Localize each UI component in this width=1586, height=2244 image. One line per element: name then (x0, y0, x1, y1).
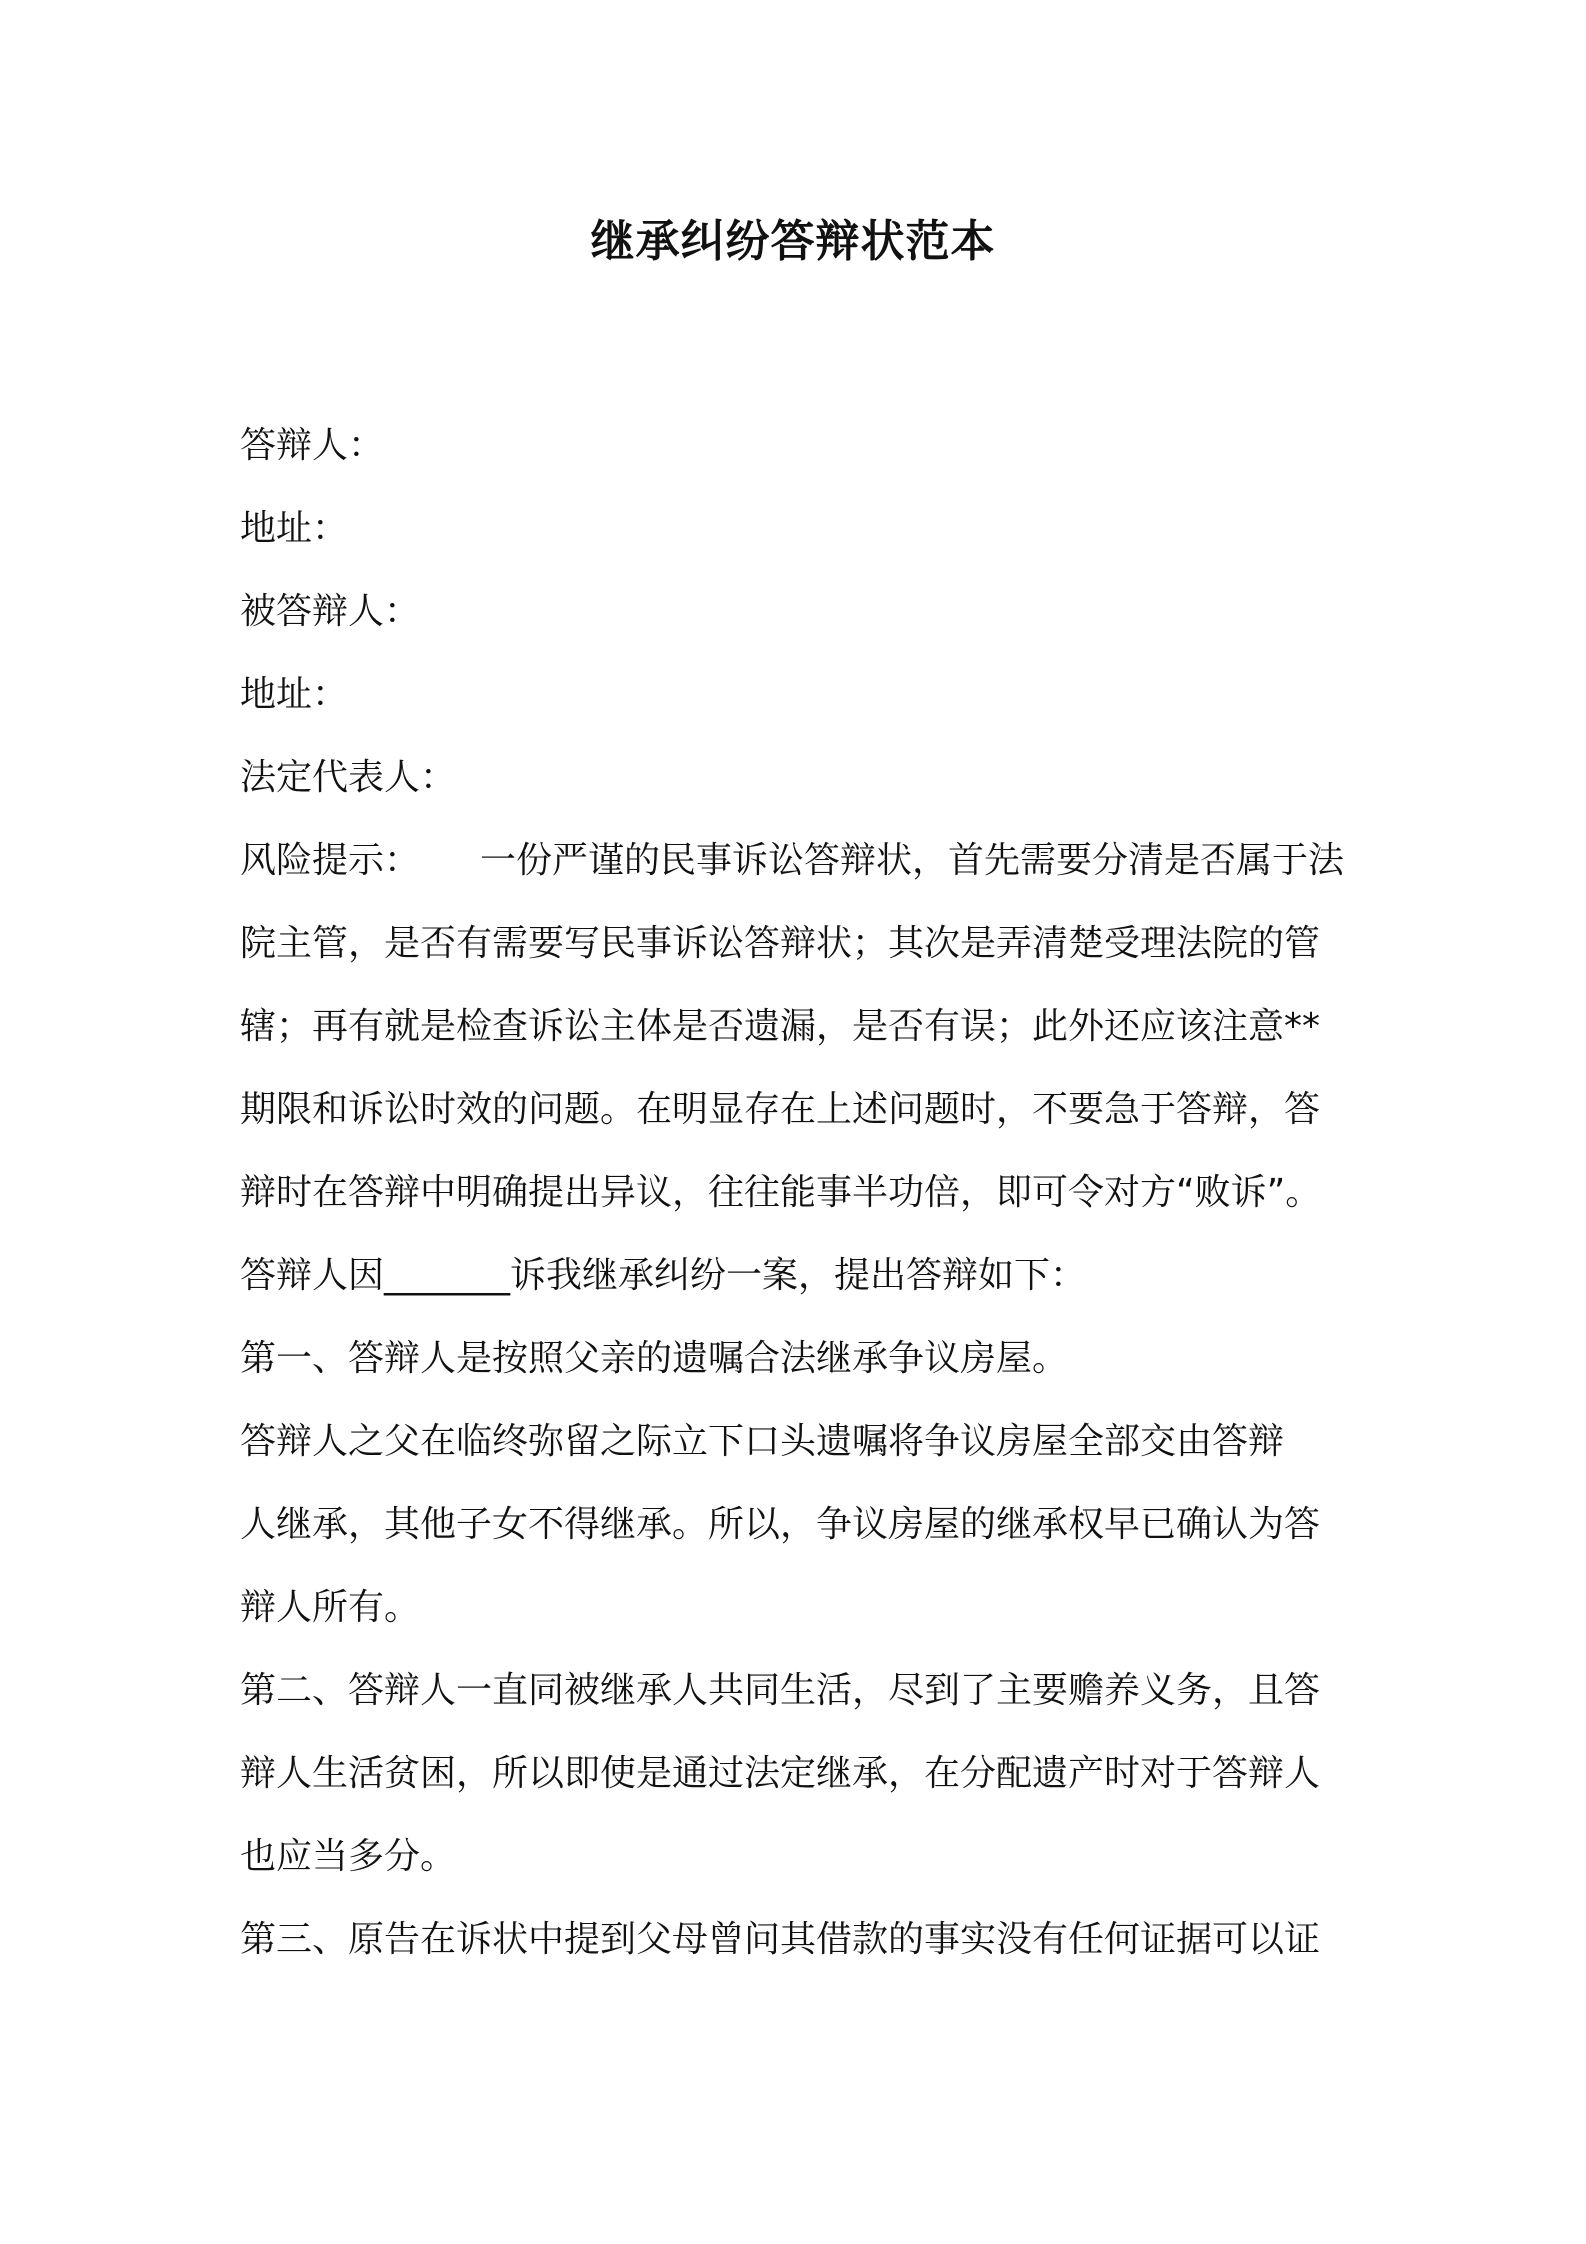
risk-notice-label: 风险提示： (240, 840, 421, 881)
point-two-line: 第二、答辩人一直同被继承人共同生活，尽到了主要赡养义务，且答 (240, 1670, 1321, 1711)
risk-notice-text: 一份严谨的民事诉讼答辩状，首先需要分清是否属于法 (480, 840, 1345, 881)
point-two-line: 也应当多分。 (240, 1836, 457, 1877)
risk-notice-line: 期限和诉讼时效的问题。在明显存在上述问题时，不要急于答辩，答 (240, 1089, 1321, 1130)
respondent-address-field: 地址： (240, 508, 349, 549)
respondent-field: 答辩人： (240, 425, 385, 466)
document-title: 继承纠纷答辩状范本 (590, 216, 996, 267)
claimant-address-field: 地址： (240, 674, 349, 715)
point-one-line: 辩人所有。 (240, 1587, 421, 1628)
point-one-heading: 第一、答辩人是按照父亲的遗嘱合法继承争议房屋。 (240, 1338, 1069, 1379)
claimant-field: 被答辩人： (240, 591, 421, 632)
document-body (240, 404, 1362, 1981)
risk-notice-line: 辩时在答辩中明确提出异议，往往能事半功倍，即可令对方“败诉”。 (240, 1172, 1322, 1213)
point-one-line: 答辩人之父在临终弥留之际立下口头遗嘱将争议房屋全部交由答辩 (240, 1421, 1285, 1462)
risk-notice-line (240, 819, 1362, 902)
intro-paragraph: 答辩人因_______诉我继承纠纷一案，提出答辩如下： (240, 1255, 1087, 1296)
point-one-line: 人继承，其他子女不得继承。所以，争议房屋的继承权早已确认为答 (240, 1504, 1321, 1545)
legal-representative-field: 法定代表人： (240, 757, 457, 798)
risk-notice-line: 院主管，是否有需要写民事诉讼答辩状；其次是弄清楚受理法院的管 (240, 923, 1321, 964)
point-two-line: 辩人生活贫困，所以即使是通过法定继承，在分配遗产时对于答辩人 (240, 1753, 1321, 1794)
point-three-line: 第三、原告在诉状中提到父母曾问其借款的事实没有任何证据可以证 (240, 1919, 1321, 1960)
risk-notice-line: 辖；再有就是检查诉讼主体是否遗漏，是否有误；此外还应该注意** (240, 1006, 1321, 1047)
